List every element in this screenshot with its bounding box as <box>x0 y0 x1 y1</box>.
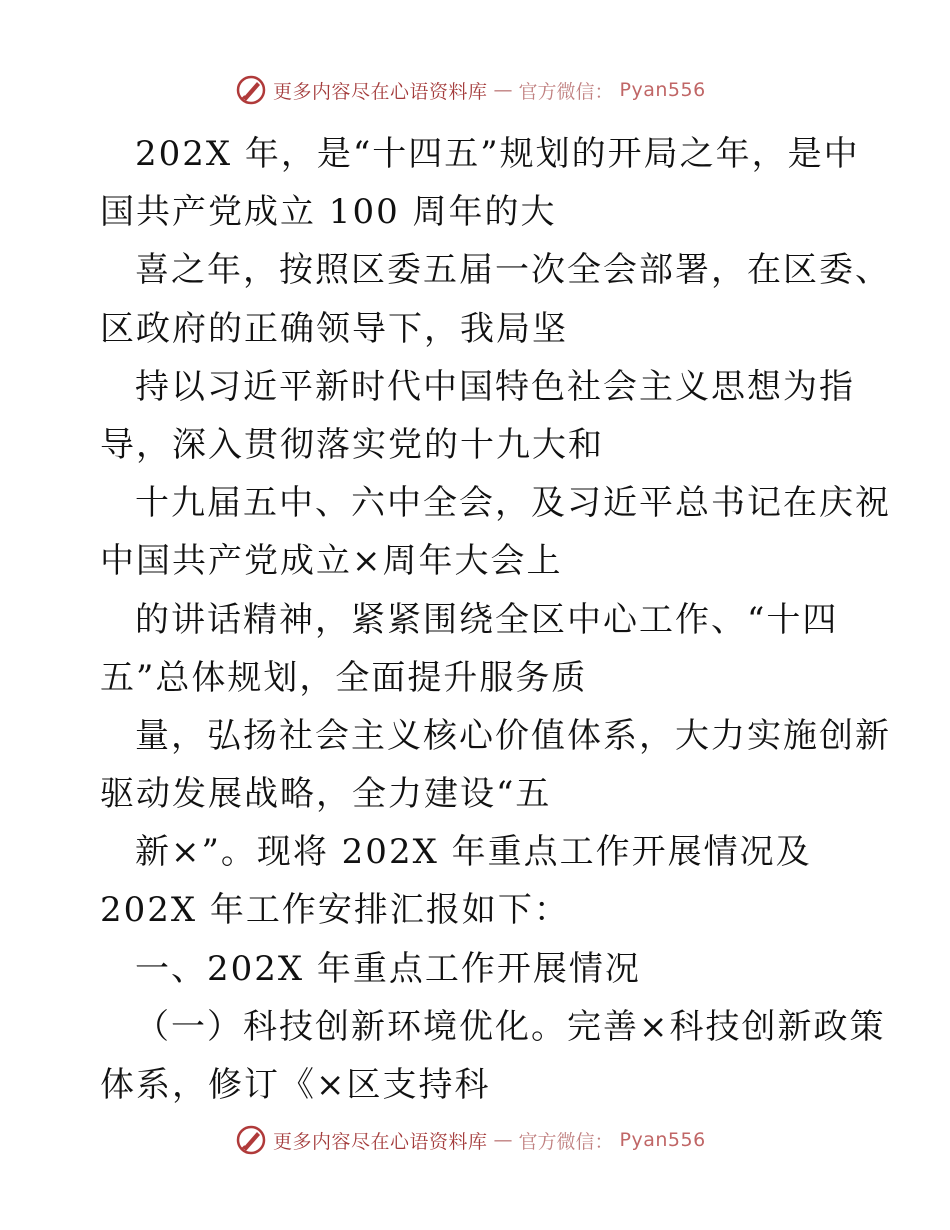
text-line: 体系，修订《×区支持科 <box>100 1065 491 1105</box>
watermark-header <box>235 73 735 107</box>
text-line: 中国共产党成立×周年大会上 <box>100 541 563 582</box>
watermark-wechat-label: 官方微信： <box>518 80 614 103</box>
text-line: 国共产党成立 100 周年的大 <box>100 192 557 233</box>
watermark-separator: — <box>493 79 513 101</box>
watermark-separator: — <box>493 1129 513 1151</box>
watermark-footer <box>235 1123 735 1157</box>
watermark-text: 更多内容尽在心语资料库 <box>273 80 488 103</box>
text-line: 持以习近平新时代中国特色社会主义思想为指 <box>135 366 855 407</box>
watermark-wechat-id: Pyan556 <box>619 1129 706 1151</box>
text-line: 新×”。现将 202X 年重点工作开展情况及 <box>135 832 812 873</box>
text-line: 202X 年工作安排汇报如下： <box>100 890 570 931</box>
text-line: 的讲话精神，紧紧围绕全区中心工作、“十四 <box>135 599 839 640</box>
body-text <box>0 125 950 1114</box>
watermark-wechat-id: Pyan556 <box>619 79 706 101</box>
text-line: 驱动发展战略，全力建设“五 <box>100 774 552 815</box>
section-heading: 一、202X 年重点工作开展情况 <box>135 948 641 989</box>
watermark-wechat-label: 官方微信： <box>518 1130 614 1153</box>
text-line: 量，弘扬社会主义核心价值体系，大力实施创新 <box>135 715 891 756</box>
text-line: 区政府的正确领导下，我局坚 <box>100 308 568 349</box>
quill-logo-icon <box>235 1124 267 1156</box>
quill-logo-icon <box>235 74 267 106</box>
text-line: 五”总体规划，全面提升服务质 <box>100 657 588 698</box>
text-line: 喜之年，按照区委五届一次全会部署，在区委、 <box>135 250 891 291</box>
text-line: 导，深入贯彻落实党的十九大和 <box>100 424 604 465</box>
text-line: 十九届五中、六中全会，及习近平总书记在庆祝 <box>135 483 891 524</box>
text-line: （一）科技创新环境优化。完善×科技创新政策 <box>135 1006 886 1047</box>
watermark-text: 更多内容尽在心语资料库 <box>273 1130 488 1153</box>
text-line: 202X 年，是“十四五”规划的开局之年，是中 <box>135 134 860 174</box>
